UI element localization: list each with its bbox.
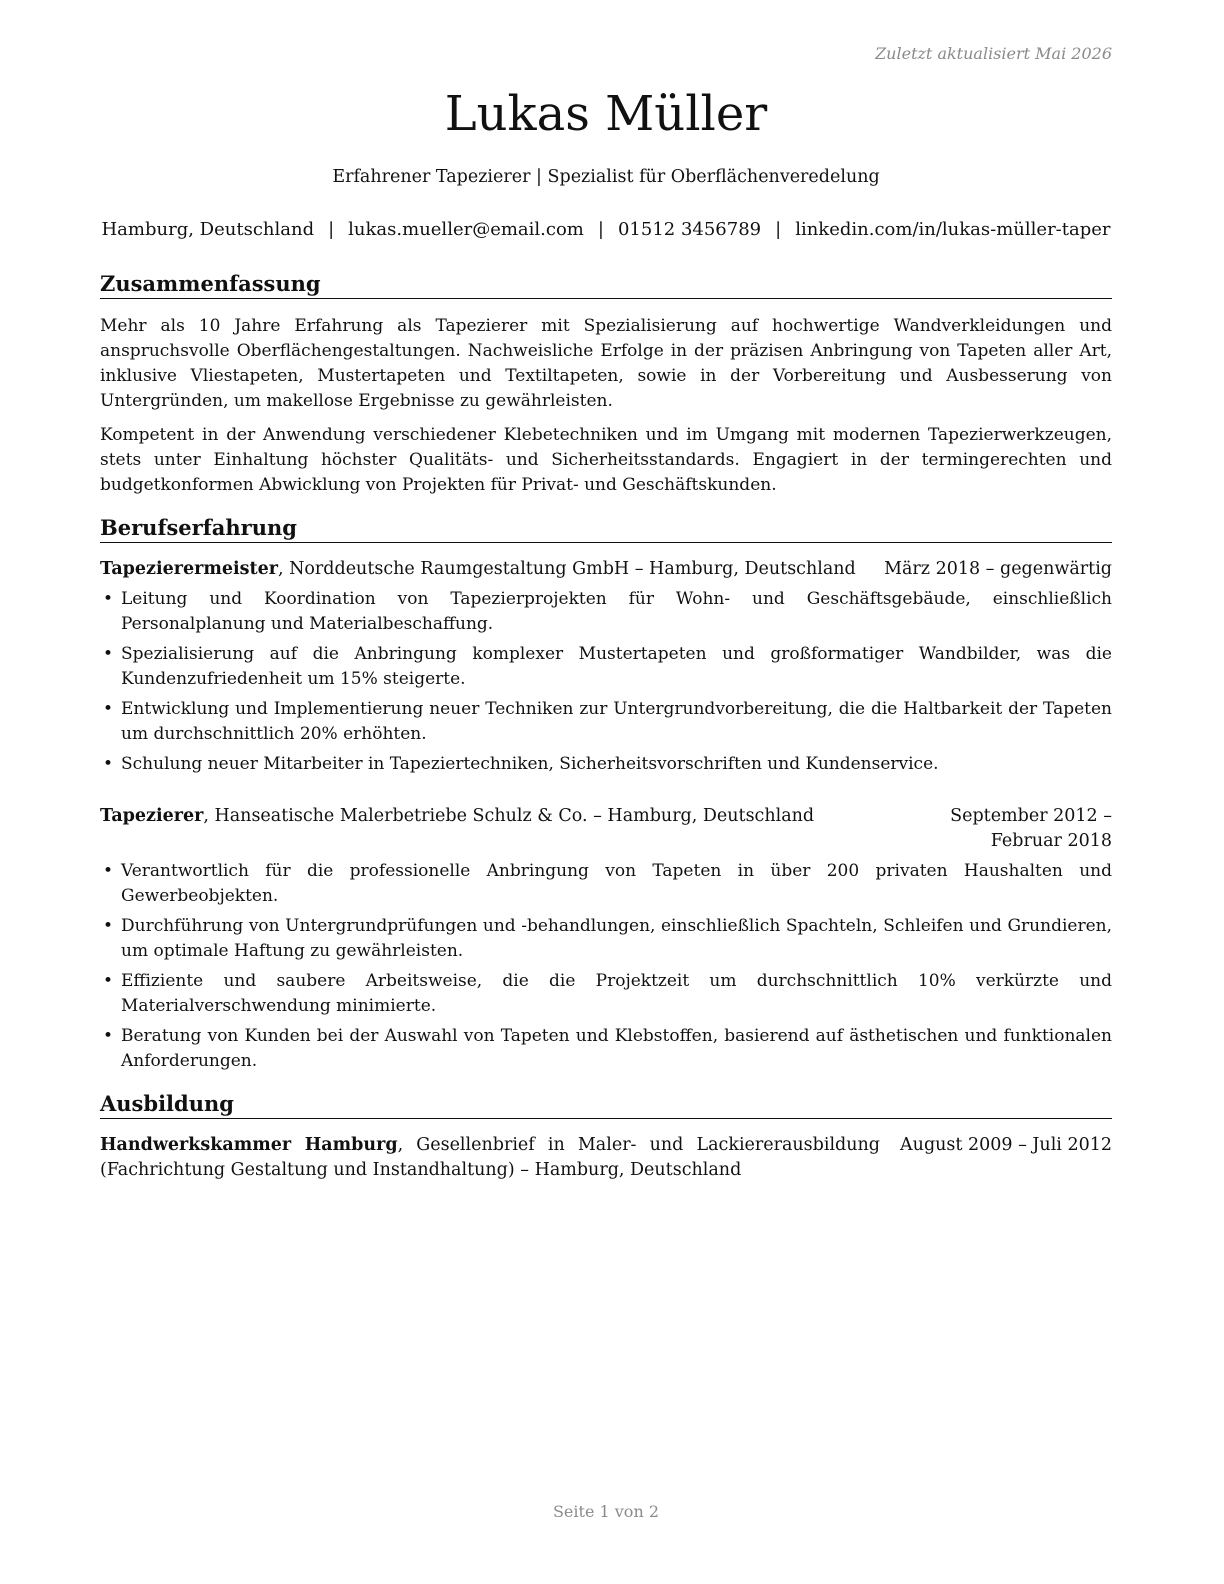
education-dates: August 2009 – Juli 2012 bbox=[900, 1135, 1112, 1155]
contact-separator: | bbox=[328, 219, 335, 240]
list-item: • Verantwortlich für die professionelle Anbringung von Tapeten in über 200 privaten Haushalten und Gewerbeobjekten. bbox=[100, 859, 1112, 909]
subtitle: Erfahrener Tapezierer | Spezialist für Oberflächenveredelung bbox=[332, 167, 880, 187]
list-item: • Schulung neuer Mitarbeiter in Tapeziertechniken, Sicherheitsvorschriften und Kundenservice. bbox=[100, 752, 1112, 777]
job-title-line bbox=[100, 557, 864, 582]
summary-paragraph: Mehr als 10 Jahre Erfahrung als Tapezierer mit Spezialisierung auf hochwertige Wandverkleidungen und anspruchsvolle Oberflächengestaltungen. Nachweisliche Erfolge in der präzisen Anbringung von Tapeten aller Art, inklusive Vliestapeten, Mustertapeten und Textiltapeten, sowie in der Vorbereitung und Ausbesserung von Untergründen, um makellose Ergebnisse zu gewährleisten. bbox=[100, 316, 1112, 411]
list-item: • Leitung und Koordination von Tapezierprojekten für Wohn- und Geschäftsgebäude, einschließlich Personalplanung und Materialbeschaffung. bbox=[100, 587, 1112, 637]
list-item: • Effiziente und saubere Arbeitsweise, die die Projektzeit um durchschnittlich 10% verkürzte und Materialverschwendung minimierte. bbox=[100, 969, 1112, 1019]
contact-linkedin[interactable]: linkedin.com/in/lukas-müller-taper bbox=[795, 219, 1111, 240]
job-title-line bbox=[100, 804, 857, 854]
job-role: Tapezierer bbox=[100, 806, 204, 826]
job-header bbox=[100, 804, 1112, 854]
contact-line bbox=[100, 219, 1112, 240]
summary-paragraph: Kompetent in der Anwendung verschiedener Klebetechniken und im Umgang mit modernen Tapezierwerkzeugen, stets unter Einhaltung höchster Qualitäts- und Sicherheitsstandards. Engagiert in der termingerechten und budgetkonformen Abwicklung von Projekten für Privat- und Geschäftskunden. bbox=[100, 425, 1112, 495]
section-title-summary: Zusammenfassung bbox=[100, 271, 1112, 299]
education-entry bbox=[100, 1133, 1112, 1183]
last-updated: Zuletzt aktualisiert Mai 2026 bbox=[875, 44, 1112, 63]
job-dates: September 2012 – Februar 2018 bbox=[950, 806, 1112, 851]
contact-location: Hamburg, Deutschland bbox=[101, 219, 315, 240]
contact-email[interactable]: lukas.mueller@email.com bbox=[348, 219, 584, 240]
page-title: Lukas Müller bbox=[444, 86, 768, 142]
section-title-education: Ausbildung bbox=[100, 1091, 1112, 1119]
contact-phone: 01512 3456789 bbox=[617, 219, 762, 240]
contact-separator: | bbox=[597, 219, 604, 240]
list-item: • Entwicklung und Implementierung neuer Techniken zur Untergrundvorbereitung, die die Haltbarkeit der Tapeten um durchschnittlich 20% erhöhten. bbox=[100, 697, 1112, 747]
list-item: • Durchführung von Untergrundprüfungen und -behandlungen, einschließlich Spachteln, Schleifen und Grundieren, um optimale Haftung zu gewährleisten. bbox=[100, 914, 1112, 964]
job-role: Tapezierermeister bbox=[100, 559, 278, 579]
contact-separator: | bbox=[775, 219, 782, 240]
job-bullets bbox=[100, 859, 1112, 1079]
job-bullets bbox=[100, 587, 1112, 782]
list-item: • Spezialisierung auf die Anbringung komplexer Mustertapeten und großformatiger Wandbilder, was die Kundenzufriedenheit um 15% steigerte. bbox=[100, 642, 1112, 692]
list-item: • Beratung von Kunden bei der Auswahl von Tapeten und Klebstoffen, basierend auf ästhetischen und funktionalen Anforderungen. bbox=[100, 1024, 1112, 1074]
job-dates: März 2018 – gegenwärtig bbox=[884, 559, 1112, 579]
education-institution: Handwerkskammer Hamburg bbox=[100, 1135, 398, 1155]
resume-page bbox=[100, 0, 1112, 1584]
education-details: , Gesellenbrief in Maler- und Lackiererausbildung (Fachrichtung Gestaltung und Instandhaltung) – Hamburg, Deutschland bbox=[100, 1135, 881, 1180]
job-company: , Norddeutsche Raumgestaltung GmbH – Hamburg, Deutschland bbox=[277, 559, 856, 579]
education-line bbox=[100, 1133, 880, 1183]
job-company: , Hanseatische Malerbetriebe Schulz & Co. – Hamburg, Deutschland bbox=[203, 806, 815, 826]
job-header bbox=[100, 557, 1112, 582]
section-title-experience: Berufserfahrung bbox=[100, 515, 1112, 543]
page-number: Seite 1 von 2 bbox=[552, 1502, 660, 1521]
